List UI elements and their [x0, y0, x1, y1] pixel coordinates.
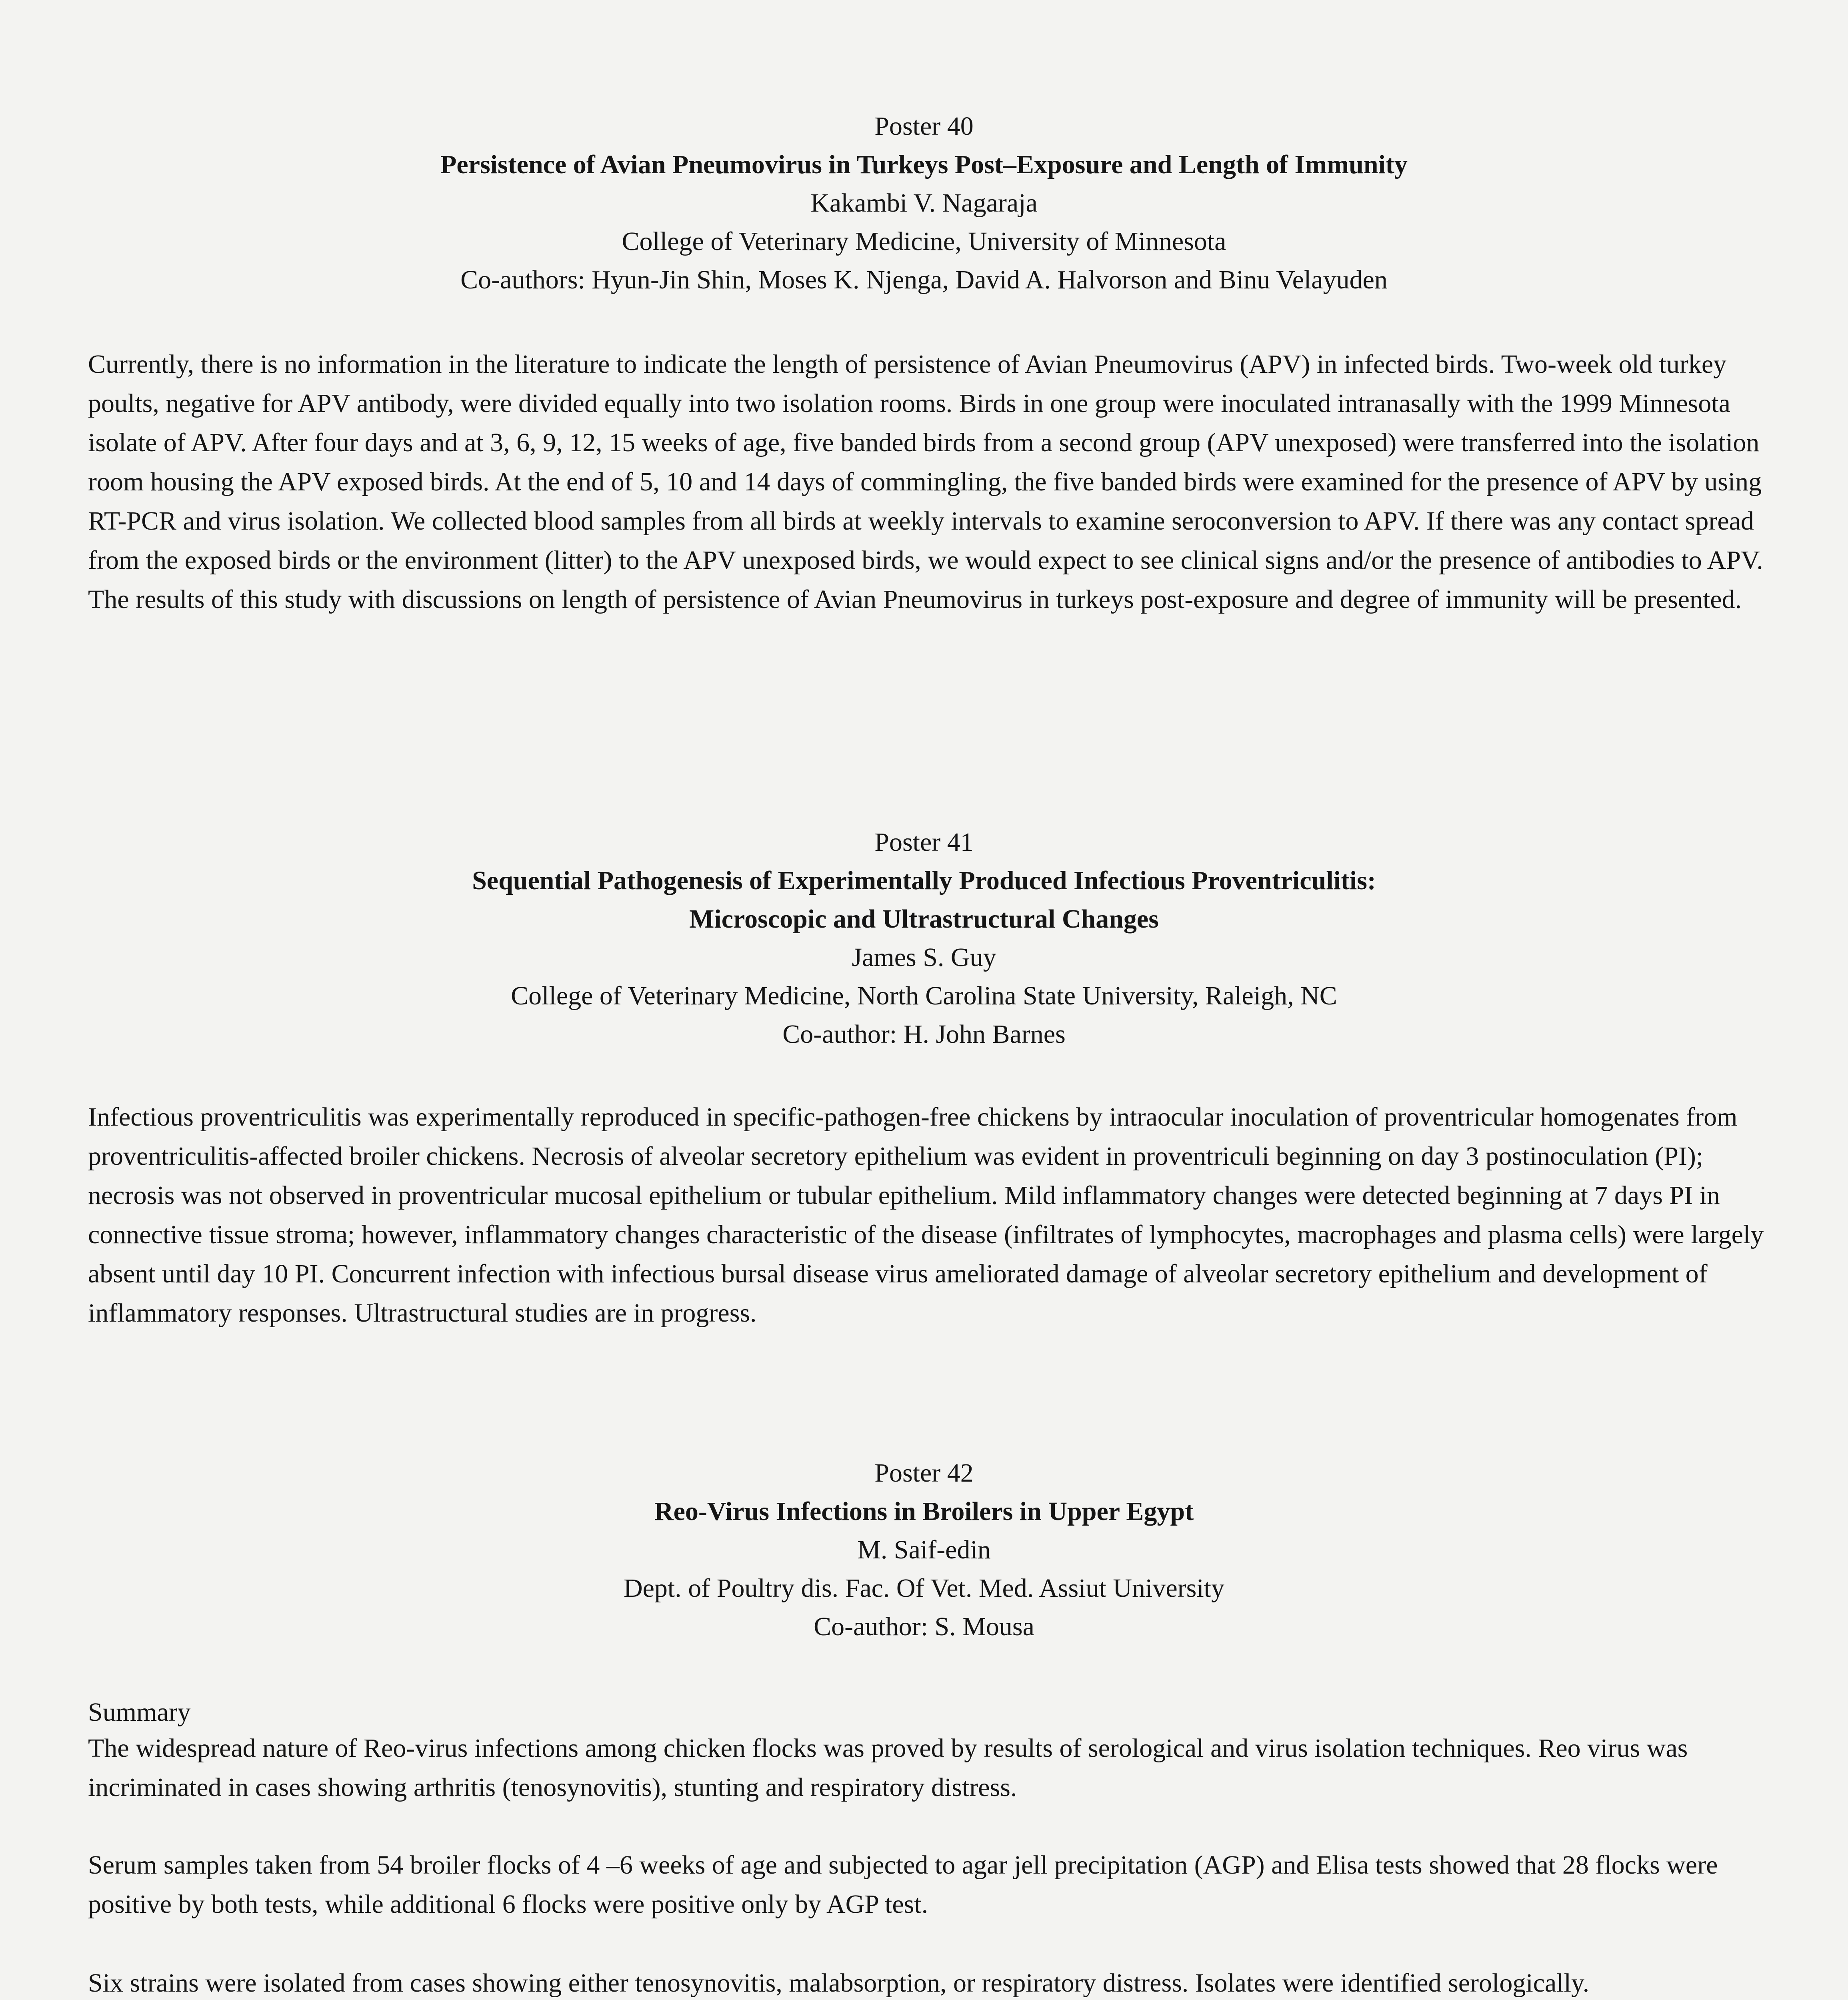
poster-number: Poster 42: [874, 1458, 974, 1488]
poster-author: M. Saif-edin: [857, 1535, 991, 1564]
poster-title-line-2: Microscopic and Ultrastructural Changes: [689, 904, 1159, 934]
poster-number: Poster 40: [874, 112, 974, 141]
abstract-paragraph: Currently, there is no information in the literature to indicate the length of persistence of Avian Pneumovirus (APV) in infected birds. Two-week old turkey poults, negative for APV antibody, were divided equally into two isolation rooms. Birds in one group were inoculated intranasally with the 1999 Minnesota isolate of APV. After four days and at 3, 6, 9, 12, 15 weeks of age, five banded birds from a second group (APV unexposed) were transferred into the isolation room housing the APV exposed birds. At the end of 5, 10 and 14 days of commingling, the five banded birds were examined for the presence of APV by using RT-PCR and virus isolation. We collected blood samples from all birds at weekly intervals to examine seroconversion to APV. If there was any contact spread from the exposed birds or the environment (litter) to the APV unexposed birds, we would expect to see clinical signs and/or the presence of antibodies to APV. The results of this study with discussions on length of persistence of Avian Pneumovirus in turkeys post-exposure and degree of immunity will be presented.: [88, 350, 1763, 614]
poster-title: Reo-Virus Infections in Broilers in Upper Egypt: [654, 1497, 1194, 1526]
abstract-paragraph: Six strains were isolated from cases showing either tenosynovitis, malabsorption, or respiratory distress. Isolates were identified serologically.: [88, 1968, 1590, 1998]
poster-author: James S. Guy: [852, 943, 996, 972]
summary-label: Summary: [88, 1698, 191, 1727]
poster-coauthors: Co-author: H. John Barnes: [782, 1020, 1066, 1049]
poster-40: [0, 107, 1848, 299]
abstract-paragraph: Serum samples taken from 54 broiler flocks of 4 –6 weeks of age and subjected to agar jell precipitation (AGP) and Elisa tests showed that 28 flocks were positive by both tests, while additional 6 flocks were positive only by AGP test.: [88, 1850, 1718, 1919]
poster-affiliation: College of Veterinary Medicine, North Carolina State University, Raleigh, NC: [511, 981, 1337, 1010]
poster-41: [0, 823, 1848, 1054]
poster-42: [0, 1454, 1848, 1646]
poster-40-abstract: [88, 345, 1764, 619]
poster-title: Persistence of Avian Pneumovirus in Turkeys Post–Exposure and Length of Immunity: [440, 150, 1408, 179]
poster-author: Kakambi V. Nagaraja: [810, 188, 1038, 218]
poster-42-paragraph-3: [88, 1964, 1764, 2000]
abstract-paragraph: Infectious proventriculitis was experimentally reproduced in specific-pathogen-free chickens by intraocular inoculation of proventricular homogenates from proventriculitis-affected broiler chickens. Necrosis of alveolar secretory epithelium was evident in proventriculi beginning on day 3 postinoculation (PI); necrosis was not observed in proventricular mucosal epithelium or tubular epithelium. Mild inflammatory changes were detected beginning at 7 days PI in connective tissue stroma; however, inflammatory changes characteristic of the disease (infiltrates of lymphocytes, macrophages and plasma cells) were largely absent until day 10 PI. Concurrent infection with infectious bursal disease virus ameliorated damage of alveolar secretory epithelium and development of inflammatory responses. Ultrastructural studies are in progress.: [88, 1102, 1764, 1328]
poster-42-paragraph-2: [88, 1846, 1764, 1924]
poster-41-abstract: [88, 1098, 1764, 1333]
poster-number: Poster 41: [874, 828, 974, 857]
poster-coauthors: Co-authors: Hyun-Jin Shin, Moses K. Njenga, David A. Halvorson and Binu Velayuden: [460, 265, 1388, 294]
poster-affiliation: College of Veterinary Medicine, University of Minnesota: [622, 227, 1226, 256]
poster-title-line-1: Sequential Pathogenesis of Experimentally Produced Infectious Proventriculitis:: [472, 866, 1376, 895]
poster-coauthors: Co-author: S. Mousa: [814, 1612, 1034, 1641]
abstract-paragraph: The widespread nature of Reo-virus infections among chicken flocks was proved by results of serological and virus isolation techniques. Reo virus was incriminated in cases showing arthritis (tenosynovitis), stunting and respiratory distress.: [88, 1734, 1688, 1802]
poster-42-paragraph-1: [88, 1729, 1764, 1807]
poster-affiliation: Dept. of Poultry dis. Fac. Of Vet. Med. Assiut University: [623, 1574, 1225, 1603]
